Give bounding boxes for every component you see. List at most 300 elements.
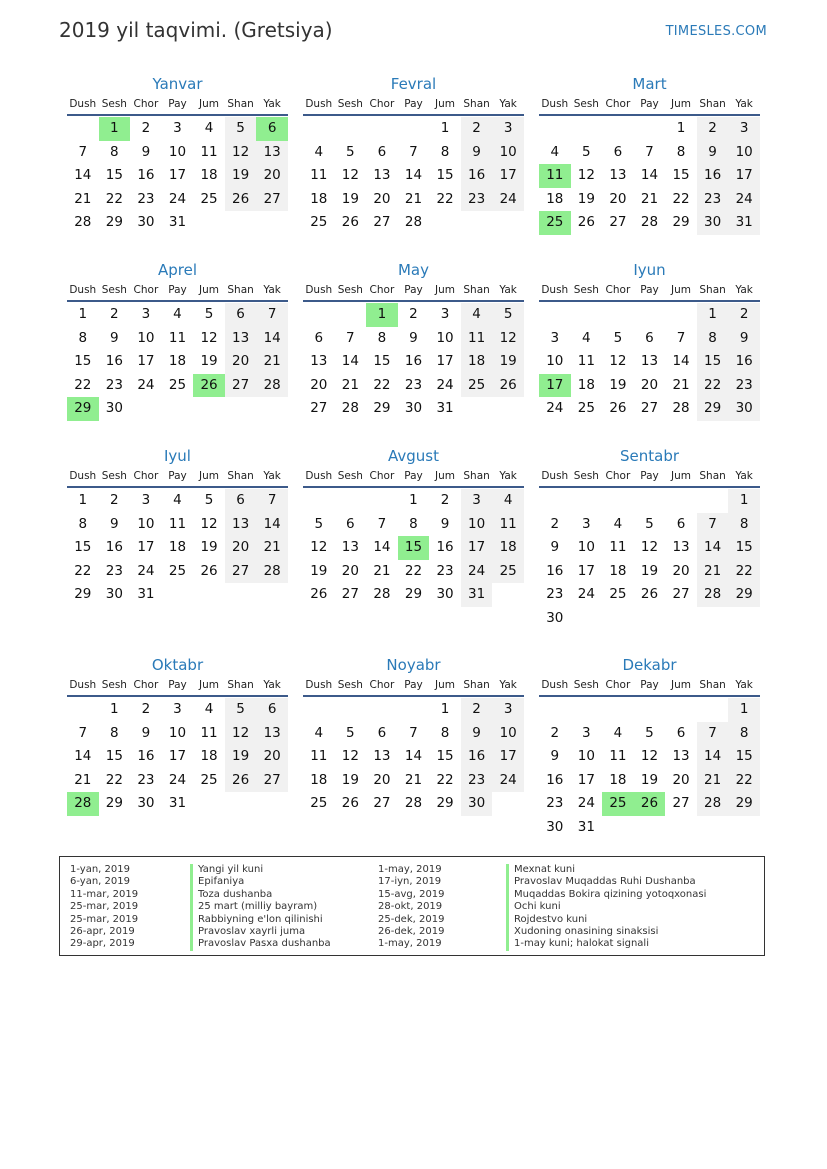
weekday-label: Shan (699, 98, 726, 110)
day-cell: 11 (168, 329, 187, 346)
day-cell: 18 (577, 376, 595, 393)
weekday-label: Dush (69, 284, 97, 296)
day-cell: 31 (436, 400, 454, 417)
empty-cell (697, 489, 729, 513)
day-cell: 1 (676, 120, 686, 136)
day-cell: 25 (461, 374, 493, 398)
weekday-label: Chor (133, 284, 159, 296)
day-cell: 17 (461, 536, 493, 560)
holiday-day-cell: 26 (634, 792, 666, 816)
day-cell: 17 (492, 745, 524, 769)
empty-cell (602, 303, 634, 327)
weekday-label: Yak (263, 679, 281, 691)
month-sentabr (539, 442, 760, 631)
day-cell: 4 (314, 724, 324, 741)
weekday-header (67, 675, 288, 697)
legend-date: 15-avg, 2019 (378, 888, 445, 900)
day-cell: 10 (492, 722, 524, 746)
day-cell: 29 (74, 586, 92, 603)
day-cell: 6 (377, 724, 387, 741)
day-cell: 21 (404, 771, 423, 788)
day-cell: 9 (440, 515, 450, 532)
day-cell: 28 (640, 214, 659, 231)
weekday-label: Dush (69, 470, 97, 482)
day-cell: 10 (168, 724, 187, 741)
day-cell: 7 (697, 722, 729, 746)
day-cell: 24 (577, 586, 595, 603)
weekday-label: Sesh (101, 284, 127, 296)
day-cell: 12 (225, 722, 257, 746)
day-cell: 27 (225, 374, 257, 398)
day-cell: 11 (461, 327, 493, 351)
day-cell: 23 (546, 795, 564, 812)
day-cell: 29 (404, 586, 423, 603)
day-cell: 9 (550, 748, 560, 765)
weekday-header (303, 94, 524, 116)
day-cell: 3 (461, 489, 493, 513)
weekday-label: Dush (305, 98, 333, 110)
day-cell: 30 (697, 211, 729, 235)
day-cell: 16 (105, 539, 123, 556)
day-cell: 17 (137, 353, 155, 370)
day-cell: 8 (409, 515, 418, 532)
weekday-label: Pay (168, 679, 187, 691)
day-cell: 8 (110, 724, 119, 741)
weekday-label: Yak (263, 470, 281, 482)
empty-cell (602, 117, 634, 141)
empty-cell (335, 698, 367, 722)
day-cell: 13 (225, 513, 257, 537)
day-cell: 24 (436, 376, 454, 393)
day-cell: 14 (672, 353, 690, 370)
day-cell: 13 (256, 722, 288, 746)
day-cell: 21 (697, 560, 729, 584)
day-cell: 22 (436, 771, 454, 788)
weekday-label: Yak (499, 98, 517, 110)
weekday-label: Yak (263, 284, 281, 296)
day-cell: 23 (404, 376, 423, 393)
empty-cell (571, 117, 603, 141)
empty-cell (571, 489, 603, 513)
day-cell: 25 (168, 376, 187, 393)
day-cell: 1 (78, 492, 88, 508)
day-cell: 12 (200, 515, 218, 532)
day-cell: 2 (409, 306, 418, 322)
day-cell: 17 (436, 353, 454, 370)
month-dekabr (539, 651, 760, 840)
month-may (303, 256, 524, 421)
day-cell: 16 (546, 771, 564, 788)
day-cell: 19 (492, 350, 524, 374)
month-iyun (539, 256, 760, 421)
day-cell: 24 (492, 188, 524, 212)
day-cell: 18 (546, 190, 564, 207)
day-cell: 21 (74, 771, 92, 788)
day-cell: 31 (137, 586, 155, 603)
day-cell: 13 (341, 539, 359, 556)
day-cell: 15 (436, 167, 454, 184)
day-cell: 9 (110, 515, 119, 532)
day-cell: 8 (697, 327, 729, 351)
day-cell: 30 (461, 792, 493, 816)
day-grid (67, 303, 288, 421)
day-cell: 9 (409, 329, 418, 346)
day-cell: 4 (173, 492, 182, 508)
weekday-label: Chor (133, 470, 159, 482)
page-title: 2019 yil taqvimi. (Gretsiya) (59, 18, 333, 42)
day-cell: 2 (550, 724, 560, 741)
day-cell: 9 (728, 327, 760, 351)
day-cell: 8 (110, 143, 119, 160)
weekday-header (539, 280, 760, 302)
day-cell: 13 (373, 167, 391, 184)
weekday-label: Sesh (101, 679, 127, 691)
legend-date: 25-mar, 2019 (70, 901, 139, 913)
day-cell: 22 (404, 562, 423, 579)
weekday-label: Chor (133, 98, 159, 110)
day-cell: 30 (137, 214, 155, 231)
day-cell: 10 (577, 748, 595, 765)
legend-name-column (506, 864, 706, 951)
day-cell: 27 (672, 586, 690, 603)
day-cell: 19 (200, 353, 218, 370)
legend-holiday-name: Rabbiyning e'lon qilinishi (190, 914, 331, 926)
weekday-label: Yak (735, 679, 753, 691)
holiday-day-cell: 1 (99, 117, 131, 141)
weekday-label: Chor (369, 98, 395, 110)
day-grid (67, 698, 288, 816)
site-link[interactable]: TIMESLES.COM (665, 24, 767, 39)
day-cell: 21 (341, 376, 359, 393)
legend-holiday-name: Ochi kuni (506, 901, 706, 913)
weekday-label: Sesh (101, 470, 127, 482)
day-cell: 13 (672, 539, 690, 556)
legend-date-column (378, 864, 445, 951)
day-cell: 11 (200, 143, 218, 160)
day-cell: 13 (225, 327, 257, 351)
weekday-label: Shan (463, 679, 490, 691)
weekday-label: Jum (435, 98, 456, 110)
weekday-label: Shan (463, 470, 490, 482)
day-cell: 14 (256, 513, 288, 537)
holiday-day-cell: 11 (539, 164, 571, 188)
day-cell: 20 (672, 771, 690, 788)
day-cell: 25 (168, 562, 187, 579)
day-cell: 13 (373, 748, 391, 765)
day-cell: 29 (436, 795, 454, 812)
weekday-label: Pay (404, 284, 423, 296)
day-cell: 2 (110, 306, 119, 322)
day-cell: 2 (440, 492, 450, 508)
legend-date: 1-may, 2019 (378, 864, 442, 875)
day-cell: 17 (168, 748, 187, 765)
day-cell: 28 (256, 560, 288, 584)
day-cell: 5 (645, 515, 654, 532)
day-cell: 15 (672, 167, 690, 184)
legend-holiday-name: Pravoslav Pasxa dushanba (190, 938, 331, 950)
day-cell: 15 (436, 748, 454, 765)
empty-cell (634, 489, 666, 513)
holiday-day-cell: 25 (602, 792, 634, 816)
day-cell: 8 (440, 724, 450, 741)
empty-cell (366, 698, 398, 722)
day-cell: 26 (640, 586, 659, 603)
day-cell: 11 (310, 167, 328, 184)
day-cell: 3 (582, 724, 591, 741)
day-cell: 10 (728, 141, 760, 165)
day-cell: 20 (609, 190, 627, 207)
day-cell: 14 (341, 353, 359, 370)
weekday-label: Dush (305, 284, 333, 296)
day-cell: 12 (640, 748, 659, 765)
empty-cell (303, 117, 335, 141)
day-cell: 28 (672, 400, 690, 417)
day-cell: 21 (404, 190, 423, 207)
day-cell: 15 (105, 748, 123, 765)
weekday-label: Shan (699, 679, 726, 691)
day-cell: 18 (168, 353, 187, 370)
day-cell: 10 (492, 141, 524, 165)
day-cell: 14 (640, 167, 659, 184)
legend-holiday-name: Yangi yil kuni (190, 864, 331, 876)
weekday-label: Chor (369, 470, 395, 482)
day-grid (539, 117, 760, 235)
day-cell: 20 (341, 562, 359, 579)
day-cell: 25 (310, 795, 328, 812)
day-cell: 17 (137, 539, 155, 556)
day-cell: 19 (225, 745, 257, 769)
day-cell: 20 (672, 562, 690, 579)
month-name: Yanvar (152, 75, 203, 93)
legend-date: 28-okt, 2019 (378, 901, 443, 913)
day-cell: 18 (200, 167, 218, 184)
day-cell: 13 (640, 353, 659, 370)
day-cell: 20 (310, 376, 328, 393)
day-cell: 21 (256, 536, 288, 560)
weekday-label: Dush (541, 284, 569, 296)
day-cell: 29 (697, 397, 729, 421)
legend-date: 1-may, 2019 (378, 938, 442, 950)
day-cell: 5 (346, 724, 355, 741)
empty-cell (665, 489, 697, 513)
day-cell: 2 (461, 698, 493, 722)
weekday-header (303, 675, 524, 697)
day-cell: 25 (200, 771, 218, 788)
weekday-label: Jum (199, 679, 220, 691)
day-cell: 10 (436, 329, 454, 346)
empty-cell (571, 698, 603, 722)
legend-date: 26-apr, 2019 (70, 926, 135, 938)
weekday-header (539, 675, 760, 697)
day-cell: 1 (78, 306, 88, 322)
day-cell: 12 (310, 539, 328, 556)
day-cell: 21 (672, 376, 690, 393)
day-cell: 23 (697, 188, 729, 212)
day-cell: 23 (436, 562, 454, 579)
day-cell: 2 (728, 303, 760, 327)
day-cell: 16 (461, 164, 493, 188)
day-cell: 22 (74, 562, 92, 579)
weekday-label: Yak (499, 679, 517, 691)
weekday-header (67, 94, 288, 116)
day-cell: 1 (728, 489, 760, 513)
day-cell: 23 (461, 769, 493, 793)
day-cell: 4 (613, 724, 623, 741)
day-cell: 22 (697, 374, 729, 398)
day-cell: 15 (74, 353, 92, 370)
day-cell: 7 (645, 143, 654, 160)
day-cell: 22 (74, 376, 92, 393)
day-cell: 13 (310, 353, 328, 370)
day-cell: 12 (640, 539, 659, 556)
weekday-label: Sesh (573, 98, 599, 110)
month-fevral (303, 70, 524, 235)
day-cell: 6 (314, 329, 324, 346)
day-cell: 18 (461, 350, 493, 374)
day-cell: 15 (728, 536, 760, 560)
holiday-day-cell: 25 (539, 211, 571, 235)
day-cell: 24 (461, 560, 493, 584)
day-cell: 5 (613, 329, 623, 346)
day-cell: 16 (697, 164, 729, 188)
day-cell: 1 (409, 492, 418, 508)
day-cell: 5 (346, 143, 355, 160)
day-cell: 15 (697, 350, 729, 374)
day-cell: 7 (676, 329, 686, 346)
weekday-label: Chor (369, 679, 395, 691)
day-cell: 11 (609, 748, 627, 765)
day-cell: 20 (225, 350, 257, 374)
day-cell: 9 (110, 329, 119, 346)
day-cell: 7 (409, 143, 418, 160)
day-cell: 15 (373, 353, 391, 370)
day-cell: 2 (141, 120, 151, 136)
day-cell: 12 (341, 167, 359, 184)
weekday-label: Chor (133, 679, 159, 691)
weekday-label: Sesh (337, 284, 363, 296)
day-cell: 25 (609, 586, 627, 603)
day-cell: 27 (373, 795, 391, 812)
day-cell: 4 (461, 303, 493, 327)
day-cell: 26 (225, 188, 257, 212)
day-cell: 7 (346, 329, 355, 346)
weekday-label: Pay (640, 98, 659, 110)
day-cell: 9 (461, 722, 493, 746)
day-cell: 30 (546, 609, 564, 626)
empty-cell (539, 489, 571, 513)
day-cell: 8 (377, 329, 387, 346)
day-cell: 1 (110, 701, 119, 717)
empty-cell (366, 117, 398, 141)
weekday-label: Pay (404, 679, 423, 691)
legend-date: 25-dek, 2019 (378, 913, 445, 925)
day-cell: 27 (256, 769, 288, 793)
day-cell: 3 (141, 306, 151, 322)
legend-holiday-name: 25 mart (milliy bayram) (190, 901, 331, 913)
day-cell: 2 (141, 701, 151, 717)
day-cell: 22 (105, 190, 123, 207)
day-cell: 26 (341, 214, 359, 231)
day-cell: 19 (200, 539, 218, 556)
legend-holiday-name: 1-may kuni; halokat signali (506, 938, 706, 950)
day-cell: 2 (461, 117, 493, 141)
day-cell: 4 (550, 143, 560, 160)
holiday-day-cell: 17 (539, 374, 571, 398)
day-cell: 18 (200, 748, 218, 765)
day-cell: 3 (173, 120, 182, 136)
day-cell: 3 (728, 117, 760, 141)
day-cell: 14 (256, 327, 288, 351)
day-cell: 1 (697, 303, 729, 327)
day-cell: 12 (200, 329, 218, 346)
weekday-label: Shan (699, 470, 726, 482)
weekday-label: Pay (404, 98, 423, 110)
day-cell: 23 (461, 188, 493, 212)
legend-date: 1-yan, 2019 (70, 864, 130, 875)
day-cell: 17 (577, 562, 595, 579)
legend-date: 29-apr, 2019 (70, 938, 135, 950)
day-cell: 1 (728, 698, 760, 722)
day-cell: 22 (373, 376, 391, 393)
day-cell: 28 (404, 214, 423, 231)
day-cell: 6 (225, 303, 257, 327)
day-cell: 16 (728, 350, 760, 374)
day-cell: 16 (436, 539, 454, 556)
day-cell: 8 (440, 143, 450, 160)
empty-cell (539, 698, 571, 722)
day-cell: 30 (436, 586, 454, 603)
weekday-label: Dush (541, 679, 569, 691)
day-cell: 27 (310, 400, 328, 417)
day-cell: 25 (310, 214, 328, 231)
day-cell: 18 (609, 771, 627, 788)
empty-cell (335, 489, 367, 513)
day-cell: 8 (78, 515, 88, 532)
day-cell: 27 (373, 214, 391, 231)
day-cell: 28 (373, 586, 391, 603)
month-avgust (303, 442, 524, 607)
day-cell: 31 (577, 818, 595, 835)
day-cell: 18 (609, 562, 627, 579)
day-cell: 26 (341, 795, 359, 812)
weekday-label: Jum (199, 284, 220, 296)
legend-holiday-name: Toza dushanba (190, 889, 331, 901)
day-cell: 4 (173, 306, 182, 322)
weekday-header (67, 280, 288, 302)
weekday-label: Jum (671, 98, 692, 110)
day-cell: 4 (582, 329, 591, 346)
day-cell: 5 (492, 303, 524, 327)
legend-name-column (190, 864, 331, 951)
day-grid (303, 303, 524, 421)
day-cell: 22 (436, 190, 454, 207)
day-cell: 3 (492, 698, 524, 722)
day-cell: 20 (256, 164, 288, 188)
day-cell: 5 (204, 306, 214, 322)
weekday-label: Shan (699, 284, 726, 296)
day-cell: 8 (728, 513, 760, 537)
day-cell: 3 (492, 117, 524, 141)
day-cell: 16 (546, 562, 564, 579)
day-cell: 14 (404, 748, 423, 765)
day-cell: 20 (373, 190, 391, 207)
day-cell: 9 (697, 141, 729, 165)
day-cell: 27 (256, 188, 288, 212)
legend-holiday-name: Rojdestvo kuni (506, 914, 706, 926)
day-grid (303, 698, 524, 816)
day-cell: 9 (141, 143, 151, 160)
empty-cell (634, 698, 666, 722)
